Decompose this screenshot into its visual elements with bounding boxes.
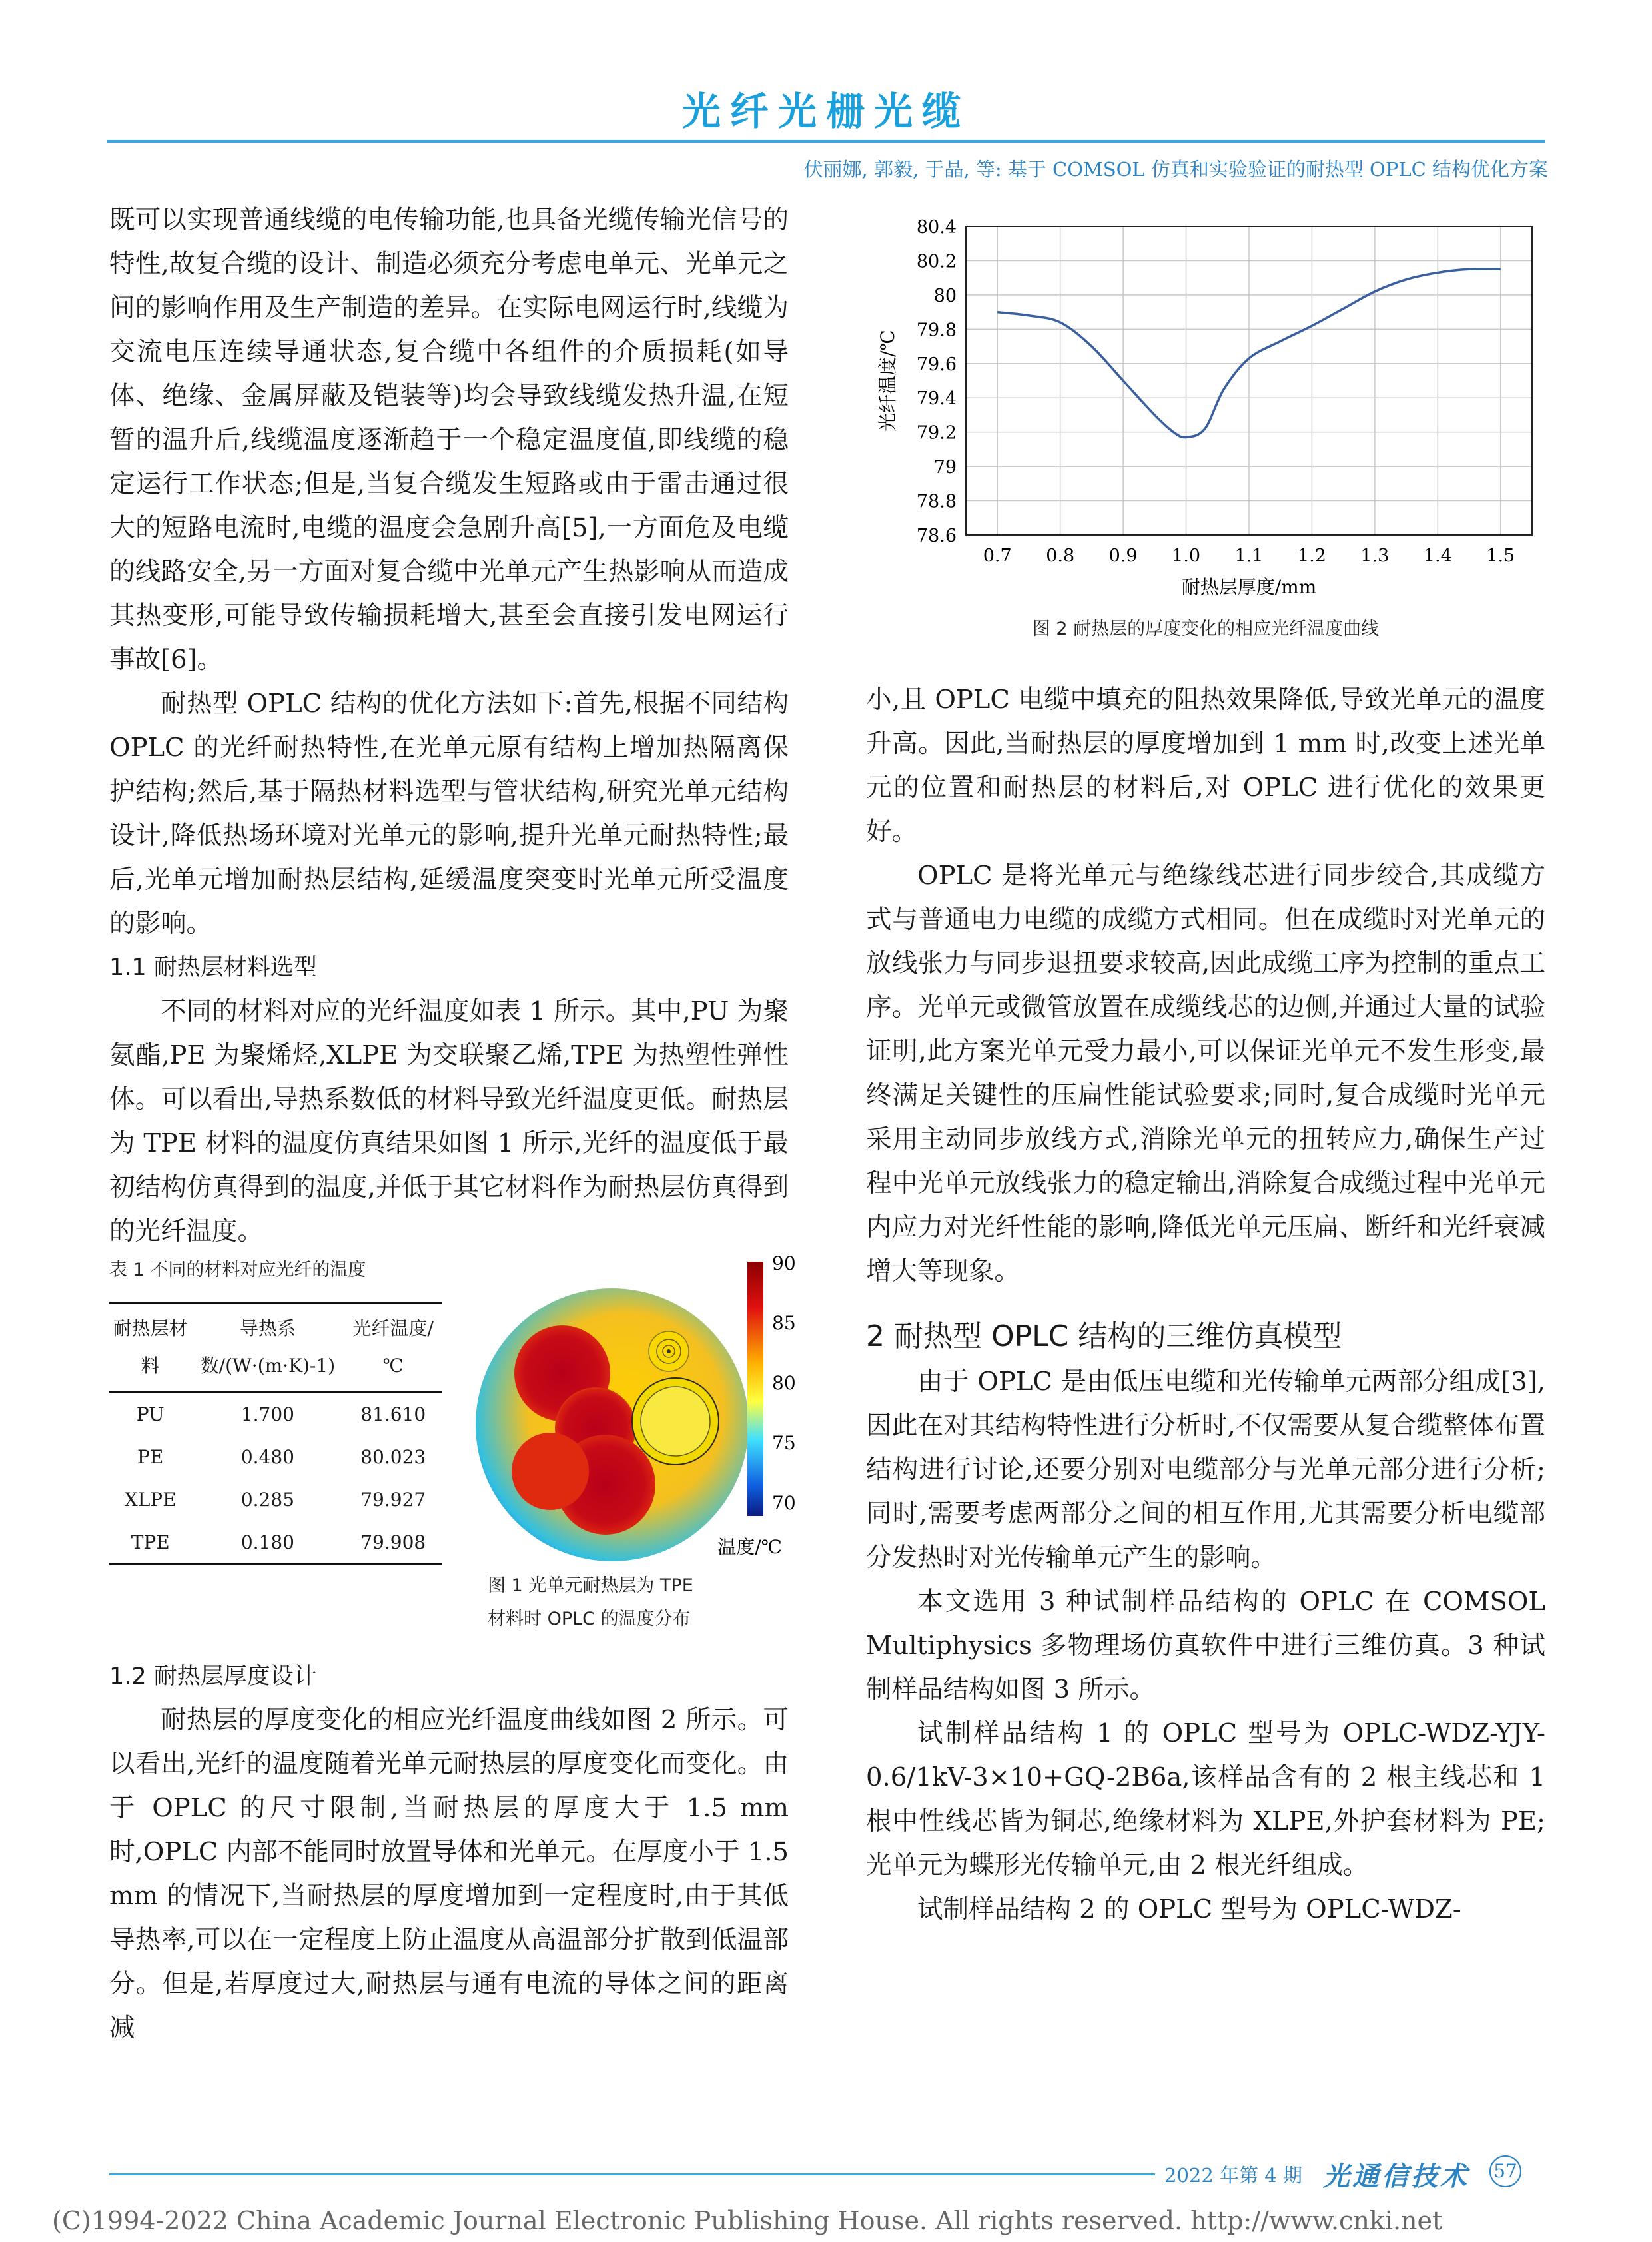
- table-cell: TPE: [109, 1521, 191, 1565]
- chart-y-tick-label: 78.8: [916, 491, 957, 512]
- table-cell: 79.908: [344, 1521, 442, 1565]
- table-1-caption: 表 1 不同的材料对应光纤的温度: [109, 1260, 366, 1280]
- header-rule: [107, 140, 1545, 143]
- table-row: [109, 1521, 442, 1565]
- left-column: [109, 198, 796, 2050]
- table-cell: 0.285: [240, 1488, 294, 1511]
- copyright-notice: (C)1994-2022 China Academic Journal Electronic Publishing House. All rights reserved. http://www.cnki.net: [52, 2206, 1443, 2235]
- chart-x-tick-label: 0.7: [983, 546, 1012, 566]
- figure-1-temperature-distribution: [469, 1252, 796, 1588]
- colorbar-tick: 80: [772, 1372, 796, 1394]
- table-cell: 80.023: [360, 1445, 426, 1468]
- figure-1-caption-line: 材料时 OPLC 的温度分布: [488, 1609, 691, 1629]
- chart-x-tick-label: 0.8: [1046, 546, 1075, 566]
- table-header-conductivity: 导热系数/(W·(m·K)-1): [191, 1303, 344, 1393]
- table-cell: 0.480: [240, 1445, 294, 1468]
- table-row: [109, 1392, 442, 1435]
- left-paragraph-1: 既可以实现普通线缆的电传输功能,也具备光缆传输光信号的特性,故复合缆的设计、制造必须充分考虑电单元、光单元之间的影响作用及生产制造的差异。在实际电网运行时,线缆为交流电压连续导通状态,复合缆中各组件的介质损耗(如导体、绝缘、金属屏蔽及铠装等)均会导致线缆发热升温,在短暂的温升后,线缆温度逐渐趋于一个稳定温度值,即线缆的稳定运行工作状态;但是,当复合缆发生短路或由于雷击通过很大的短路电流时,电缆的温度会急剧升高[5],一方面危及电缆的线路安全,另一方面对复合缆中光单元产生热影响从而造成其热变形,可能导致传输损耗增大,甚至会直接引发电网运行事故[6]。: [109, 205, 789, 675]
- table-cell: 81.610: [360, 1403, 426, 1425]
- chart-x-tick-label: 1.4: [1423, 546, 1452, 566]
- table-figure-block: [109, 1252, 796, 1655]
- chart-x-tick-label: 1.3: [1360, 546, 1390, 566]
- chart-y-tick-label: 80.2: [916, 251, 957, 272]
- right-paragraph-3: 由于 OPLC 是由低压电缆和光传输单元两部分组成[3],因此在对其结构特性进行分析时,不仅需要从复合缆整体布置结构进行讨论,还要分别对电缆部分与光单元部分进行分析;同时,需要考虑两部分之间的相互作用,尤其需要分析电缆部分发热时对光传输单元产生的影响。: [866, 1367, 1545, 1573]
- footer-rule: [109, 2173, 1155, 2175]
- table-cell: PE: [137, 1445, 164, 1468]
- issue-label: 2022 年第 4 期: [1164, 2164, 1302, 2187]
- colorbar-tick: 85: [772, 1312, 796, 1334]
- chart-x-axis-label: 耐热层厚度/mm: [1181, 576, 1317, 598]
- colorbar-tick: 90: [772, 1252, 796, 1274]
- heading-1-1: 1.1 耐热层材料选型: [109, 954, 317, 981]
- table-cell: XLPE: [124, 1488, 177, 1511]
- chart-y-tick-label: 80.4: [916, 217, 957, 238]
- colorbar-unit: 温度/℃: [717, 1536, 782, 1558]
- table-header-material: 耐热层材料: [109, 1303, 191, 1393]
- right-paragraph-5: 试制样品结构 1 的 OPLC 型号为 OPLC-WDZ-YJY-0.6/1kV-3×10+GQ-2B6a,该样品含有的 2 根主线芯和 1 根中性线芯皆为铜芯,绝缘材料为 XLPE,外护套材料为 PE;光单元为蝶形光传输单元,由 2 根光纤组成。: [866, 1718, 1545, 1880]
- chart-x-tick-label: 1.5: [1486, 546, 1515, 566]
- right-paragraph-2: OPLC 是将光单元与绝缘线芯进行同步绞合,其成缆方式与普通电力电缆的成缆方式相同。但在成缆时对光单元的放线张力与同步退扭要求较高,因此成缆工序为控制的重点工序。光单元或微管放置在成缆线芯的边侧,并通过大量的试验证明,此方案光单元受力最小,可以保证光单元不发生形变,最终满足关键性的压扁性能试验要求;同时,复合成缆时光单元采用主动同步放线方式,消除光单元的扭转应力,确保生产过程中光单元放线张力的稳定输出,消除复合成缆过程中光单元内应力对光纤性能的影响,降低光单元压扁、断纤和光纤衰减增大等现象。: [866, 861, 1545, 1286]
- table-cell: 79.927: [360, 1488, 426, 1511]
- left-paragraph-3: 不同的材料对应的光纤温度如表 1 所示。其中,PU 为聚氨酯,PE 为聚烯烃,XLPE 为交联聚乙烯,TPE 为热塑性弹性体。可以看出,导热系数低的材料导致光纤温度更低。耐热层为 TPE 材料的温度仿真结果如图 1 所示,光纤的温度低于最初结构仿真得到的温度,并低于其它材料作为耐热层仿真得到的光纤温度。: [109, 996, 789, 1246]
- right-paragraph-4: 本文选用 3 种试制样品结构的 OPLC 在 COMSOL Multiphysics 多物理场仿真软件中进行三维仿真。3 种试制样品结构如图 3 所示。: [866, 1587, 1545, 1704]
- chart-y-tick-label: 79.8: [916, 320, 957, 341]
- conductor-core: [512, 1433, 589, 1510]
- chart-y-tick-label: 78.6: [916, 526, 957, 546]
- chart-grid: [966, 226, 1532, 535]
- left-paragraph-4: 耐热层的厚度变化的相应光纤温度曲线如图 2 所示。可以看出,光纤的温度随着光单元耐热层的厚度变化而变化。由于 OPLC 的尺寸限制,当耐热层的厚度大于 1.5 mm 时,OPLC 内部不能同时放置导体和光单元。在厚度小于 1.5 mm 的情况下,当耐热层的厚度增加到一定程度时,由于其低导热率,可以在一定程度上防止温度从高温部分扩散到低温部分。但是,若厚度过大,耐热层与通有电流的导体之间的距离减: [109, 1705, 789, 2043]
- journal-name: 光通信技术: [1323, 2161, 1469, 2192]
- chart-y-tick-label: 79.4: [916, 388, 957, 410]
- table-cell: 0.180: [191, 1521, 344, 1565]
- chart-x-tick-label: 1.1: [1234, 546, 1264, 566]
- figure-2-line-chart: [866, 198, 1545, 638]
- figure-1-caption-line: 图 1 光单元耐热层为 TPE: [488, 1575, 693, 1596]
- chart-y-tick-label: 79.2: [916, 422, 957, 444]
- chart-y-tick-label: 80: [933, 285, 957, 306]
- colorbar-tick: 75: [772, 1432, 796, 1454]
- right-paragraph-6: 试制样品结构 2 的 OPLC 型号为 OPLC-WDZ-: [917, 1894, 1461, 1924]
- colorbar: [747, 1262, 763, 1516]
- page-number: 57: [1489, 2155, 1521, 2187]
- section-title: 光纤光栅光缆: [681, 89, 970, 134]
- chart-y-axis-label: 光纤温度/℃: [877, 330, 899, 432]
- figure-2-block: [866, 198, 1545, 678]
- heading-1-2: 1.2 耐热层厚度设计: [109, 1663, 317, 1690]
- right-column: [866, 198, 1545, 1932]
- heading-2: 2 耐热型 OPLC 结构的三维仿真模型: [866, 1319, 1342, 1353]
- colorbar-tick: 70: [772, 1492, 796, 1514]
- chart-y-tick-label: 79: [933, 457, 957, 478]
- figure-1-caption: [488, 1569, 789, 1636]
- left-paragraph-2: 耐热型 OPLC 结构的优化方法如下:首先,根据不同结构 OPLC 的光纤耐热特性,在光单元原有结构上增加热隔离保护结构;然后,基于隔热材料选型与管状结构,研究光单元结构设计,降低热场环境对光单元的影响,提升光单元耐热特性;最后,光单元增加耐热层结构,延缓温度突变时光单元所受温度的影响。: [109, 689, 789, 938]
- chart-axes: [917, 217, 1532, 566]
- chart-x-tick-label: 1.0: [1172, 546, 1201, 566]
- table-cell: PU: [136, 1403, 165, 1425]
- chart-x-tick-label: 1.2: [1297, 546, 1326, 566]
- table-row: [109, 1478, 442, 1521]
- chart-x-tick-label: 0.9: [1108, 546, 1138, 566]
- figure-2-caption: 图 2 耐热层的厚度变化的相应光纤温度曲线: [1032, 619, 1380, 639]
- running-head: 伏丽娜, 郭毅, 于晶, 等: 基于 COMSOL 仿真和实验验证的耐热型 OPLC 结构优化方案: [803, 158, 1548, 181]
- right-paragraph-1: 小,且 OPLC 电缆中填充的阻热效果降低,导致光单元的温度升高。因此,当耐热层的厚度增加到 1 mm 时,改变上述光单元的位置和耐热层的材料后,对 OPLC 进行优化的效果更好。: [866, 685, 1545, 847]
- table-header-temperature: 光纤温度/℃: [344, 1303, 442, 1393]
- chart-y-tick-label: 79.6: [916, 354, 957, 375]
- table-1: [109, 1302, 442, 1565]
- table-cell: 1.700: [240, 1403, 294, 1425]
- table-row: [109, 1435, 442, 1478]
